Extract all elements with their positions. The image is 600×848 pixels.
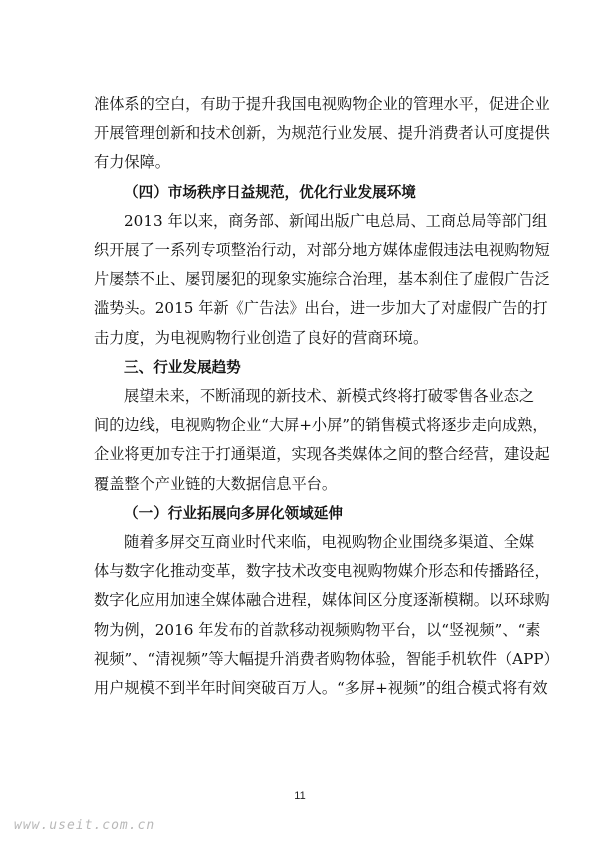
section-heading-4: （四）市场秩序日益规范，优化行业发展环境 <box>124 183 416 201</box>
text-line: 准体系的空白，有助于提升我国电视购物企业的管理水平，促进企业 <box>94 95 550 113</box>
text-line: 物为例，2016 年发布的首款移动视频购物平台，以“竖视频”、“素 <box>94 620 541 639</box>
text-line: 滥势头。2015 年新《广告法》出台，进一步加大了对虚假广告的打 <box>94 299 548 318</box>
section-heading-1: （一）行业拓展向多屏化领域延伸 <box>124 504 343 522</box>
text-line: 数字化应用加速全媒体融合进程，媒体间区分度逐渐模糊。以环球购 <box>94 591 550 610</box>
chapter-heading-3: 三、行业发展趋势 <box>124 358 241 376</box>
paragraph-3 <box>94 382 550 499</box>
text-line: 片屡禁不止、屡罚屡犯的现象实施综合治理，基本刹住了虚假广告泛 <box>94 270 550 289</box>
text-line: 击力度，为电视购物行业创造了良好的营商环境。 <box>94 328 429 347</box>
text-line: 随着多屏交互商业时代来临，电视购物企业围绕多渠道、全媒 <box>124 533 535 552</box>
text-line: 开展管理创新和技术创新，为规范行业发展、提升消费者认可度提供 <box>94 124 550 143</box>
text-line: 间的边线，电视购物企业“大屏+小屏”的销售模式将逐步走向成熟， <box>94 416 548 435</box>
page-content <box>94 90 559 703</box>
text-line: 体与数字化推动变革，数字技术改变电视购物媒介形态和传播路径， <box>94 562 550 581</box>
text-line: 视频”、“清视频”等大幅提升消费者购物体验，智能手机软件（APP） <box>94 649 559 668</box>
text-line: 2013 年以来，商务部、新闻出版广电总局、工商总局等部门组 <box>124 211 548 230</box>
text-line: 展望未来，不断涌现的新技术、新模式终将打破零售各业态之 <box>124 387 535 406</box>
text-line: 覆盖整个产业链的大数据信息平台。 <box>94 474 337 493</box>
text-line: 织开展了一系列专项整治行动，对部分地方媒体虚假违法电视购物短 <box>94 241 550 260</box>
paragraph-4 <box>94 528 559 703</box>
watermark-text: www.useit.com.cn <box>14 818 156 833</box>
page-number: 11 <box>294 790 306 802</box>
text-line: 用户规模不到半年时间突破百万人。“多屏+视频”的组合模式将有效 <box>94 679 548 698</box>
text-line: 企业将更加专注于打通渠道，实现各类媒体之间的整合经营，建设起 <box>94 445 550 464</box>
paragraph-2 <box>94 207 550 353</box>
text-line: 有力保障。 <box>94 153 170 172</box>
paragraph-1 <box>94 90 550 178</box>
